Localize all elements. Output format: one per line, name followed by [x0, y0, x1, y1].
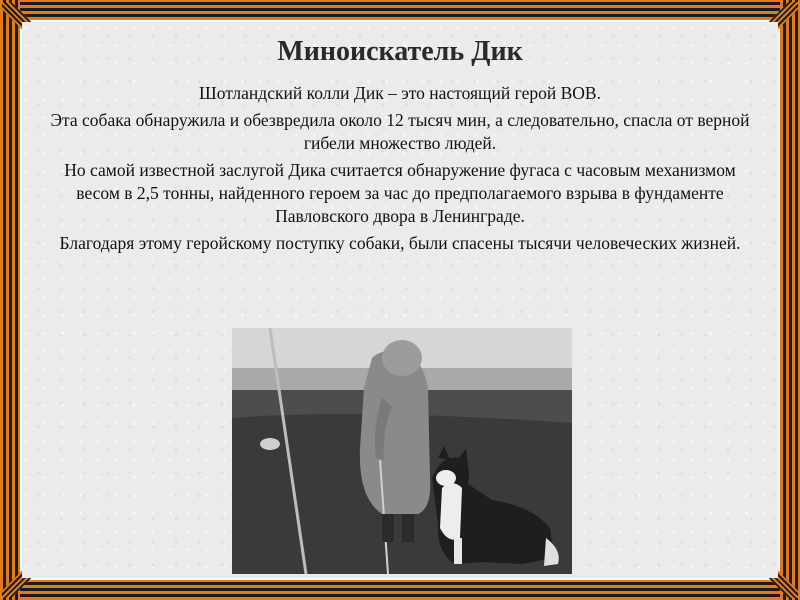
ribbon-border-bottom: [0, 580, 800, 600]
paragraph-2: Эта собака обнаружила и обезвредила около 12 тысяч мин, а следовательно, спасла от верной гибели множество людей.: [50, 110, 750, 153]
slide-title: Миноискатель Дик: [277, 36, 523, 67]
paragraph-4: Благодаря этому геройскому поступку собаки, были спасены тысячи человеческих жизней.: [59, 233, 741, 253]
paragraph-3: Но самой известной заслугой Дика считается обнаружение фугаса с часовым механизмом весом в 2,5 тонны, найденного героем за час до предполагаемого взрыва в фундаменте Павловского двора в Ленинграде.: [64, 160, 736, 226]
ribbon-border-top: [0, 0, 800, 20]
dog-photo: [232, 328, 572, 574]
dog-photo-icon: [232, 328, 572, 574]
ribbon-border-right: [780, 0, 800, 600]
paragraph-1: Шотландский колли Дик – это настоящий герой ВОВ.: [199, 83, 601, 103]
slide-text: [50, 82, 750, 259]
ribbon-border-left: [0, 0, 20, 600]
